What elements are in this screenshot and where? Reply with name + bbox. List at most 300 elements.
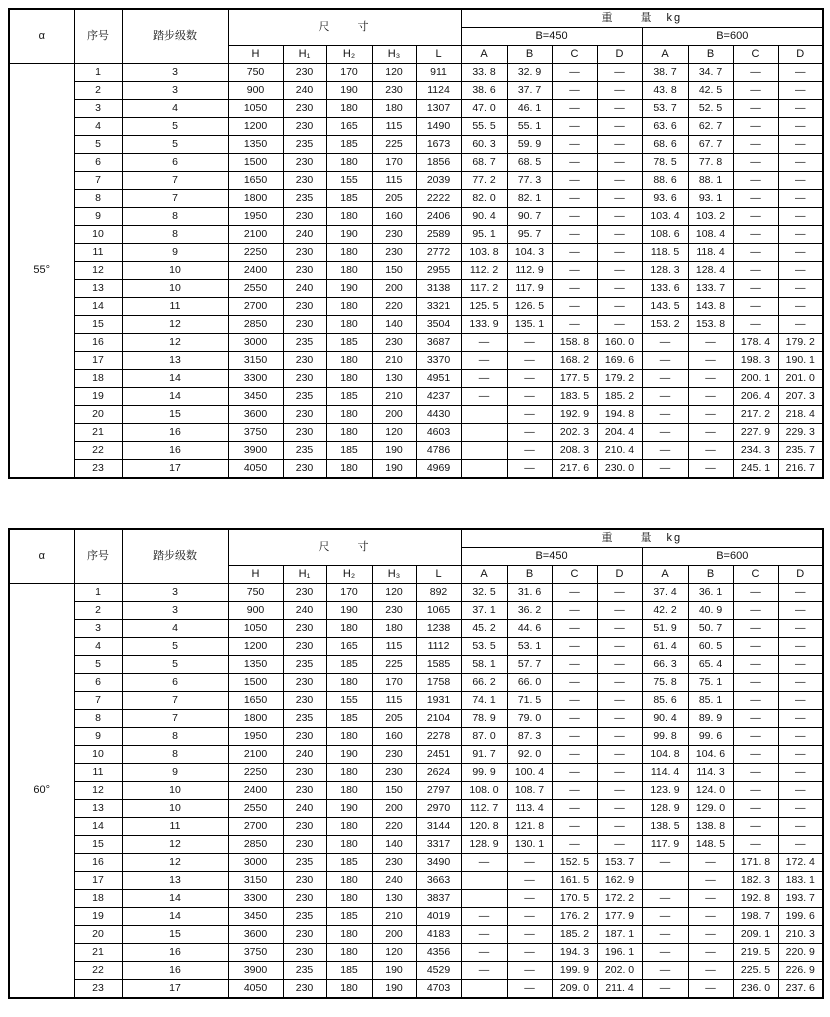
table-row (9, 280, 823, 298)
cell-serial: 21 (74, 424, 122, 442)
cell-b600-B: 108. 4 (688, 226, 733, 244)
cell-b450-A (461, 442, 507, 460)
cell-H: 2850 (228, 316, 283, 334)
cell-b450-B: 108. 7 (507, 782, 552, 800)
table-row (9, 316, 823, 334)
cell-b450-D: — (597, 620, 642, 638)
cell-H3: 120 (372, 944, 416, 962)
cell-H3: 210 (372, 908, 416, 926)
cell-serial: 22 (74, 442, 122, 460)
cell-H2: 180 (326, 298, 372, 316)
cell-H1: 230 (283, 692, 326, 710)
cell-H2: 180 (326, 208, 372, 226)
cell-L: 3663 (416, 872, 461, 890)
cell-H2: 185 (326, 908, 372, 926)
cell-b600-A: 53. 7 (642, 100, 688, 118)
col-header-steps: 踏步级数 (122, 9, 228, 64)
cell-H: 2100 (228, 746, 283, 764)
cell-H3: 205 (372, 190, 416, 208)
cell-H2: 180 (326, 244, 372, 262)
cell-H2: 170 (326, 584, 372, 602)
cell-b600-C: 245. 1 (733, 460, 778, 479)
cell-H1: 235 (283, 388, 326, 406)
cell-serial: 15 (74, 316, 122, 334)
cell-b600-C: 178. 4 (733, 334, 778, 352)
cell-L: 4951 (416, 370, 461, 388)
cell-H: 750 (228, 584, 283, 602)
cell-steps: 11 (122, 298, 228, 316)
cell-steps: 8 (122, 728, 228, 746)
cell-H3: 225 (372, 656, 416, 674)
cell-b600-B: 99. 6 (688, 728, 733, 746)
cell-b600-B: 118. 4 (688, 244, 733, 262)
cell-b450-A: 78. 9 (461, 710, 507, 728)
cell-b600-B: 50. 7 (688, 620, 733, 638)
cell-H: 750 (228, 64, 283, 82)
cell-b450-A: 45. 2 (461, 620, 507, 638)
cell-serial: 12 (74, 262, 122, 280)
cell-serial: 19 (74, 908, 122, 926)
cell-H: 2700 (228, 818, 283, 836)
cell-b600-A: 123. 9 (642, 782, 688, 800)
cell-b600-C: 200. 1 (733, 370, 778, 388)
cell-H3: 200 (372, 926, 416, 944)
col-header-alpha: α (9, 529, 74, 584)
cell-serial: 16 (74, 334, 122, 352)
cell-b600-D: 179. 2 (778, 334, 823, 352)
cell-H1: 230 (283, 424, 326, 442)
cell-b600-D: 199. 6 (778, 908, 823, 926)
cell-b450-C: — (552, 638, 597, 656)
cell-H2: 155 (326, 692, 372, 710)
cell-H: 3750 (228, 424, 283, 442)
cell-H: 1350 (228, 656, 283, 674)
cell-b600-B: 133. 7 (688, 280, 733, 298)
cell-b450-D: — (597, 602, 642, 620)
cell-L: 3687 (416, 334, 461, 352)
cell-steps: 7 (122, 190, 228, 208)
cell-b600-B: — (688, 908, 733, 926)
cell-b450-B: 71. 5 (507, 692, 552, 710)
col-header-H2: H₂ (326, 566, 372, 584)
cell-serial: 6 (74, 154, 122, 172)
cell-b450-A: — (461, 908, 507, 926)
cell-b450-A: — (461, 334, 507, 352)
cell-b450-C: — (552, 656, 597, 674)
col-header-H1: H₁ (283, 566, 326, 584)
cell-b600-D: — (778, 154, 823, 172)
cell-b450-C: — (552, 262, 597, 280)
cell-b450-C: 192. 9 (552, 406, 597, 424)
col-header-steps: 踏步级数 (122, 529, 228, 584)
cell-b450-D: 185. 2 (597, 388, 642, 406)
cell-b600-D: 216. 7 (778, 460, 823, 479)
cell-steps: 17 (122, 460, 228, 479)
cell-b600-C: 198. 7 (733, 908, 778, 926)
cell-b450-C: 158. 8 (552, 334, 597, 352)
table-header (9, 9, 823, 64)
cell-b450-A: 108. 0 (461, 782, 507, 800)
cell-H: 1500 (228, 154, 283, 172)
cell-serial: 19 (74, 388, 122, 406)
cell-L: 4529 (416, 962, 461, 980)
cell-steps: 10 (122, 262, 228, 280)
cell-H: 1500 (228, 674, 283, 692)
cell-H1: 230 (283, 584, 326, 602)
cell-b600-A: — (642, 334, 688, 352)
cell-b600-C: — (733, 728, 778, 746)
cell-b450-B: 117. 9 (507, 280, 552, 298)
cell-b450-B: — (507, 370, 552, 388)
cell-b450-A: 117. 2 (461, 280, 507, 298)
col-header-H: H (228, 566, 283, 584)
cell-serial: 11 (74, 244, 122, 262)
cell-H3: 200 (372, 406, 416, 424)
cell-b600-B: 42. 5 (688, 82, 733, 100)
cell-H3: 140 (372, 316, 416, 334)
cell-H2: 165 (326, 118, 372, 136)
cell-b600-D: — (778, 208, 823, 226)
cell-H: 3450 (228, 908, 283, 926)
cell-H3: 150 (372, 262, 416, 280)
cell-b450-C: — (552, 190, 597, 208)
cell-H: 1200 (228, 118, 283, 136)
cell-H: 2400 (228, 262, 283, 280)
cell-H1: 235 (283, 908, 326, 926)
col-header-b600-B: B (688, 566, 733, 584)
cell-H2: 190 (326, 602, 372, 620)
cell-H2: 180 (326, 424, 372, 442)
cell-b450-D: — (597, 154, 642, 172)
cell-L: 3317 (416, 836, 461, 854)
cell-b600-D: 190. 1 (778, 352, 823, 370)
col-header-b450-A: A (461, 46, 507, 64)
table-row (9, 100, 823, 118)
cell-b600-D: 183. 1 (778, 872, 823, 890)
cell-b450-B: 113. 4 (507, 800, 552, 818)
cell-b600-A: 88. 6 (642, 172, 688, 190)
cell-H3: 130 (372, 370, 416, 388)
cell-serial: 22 (74, 962, 122, 980)
cell-L: 1673 (416, 136, 461, 154)
cell-H2: 185 (326, 442, 372, 460)
cell-b600-A: 42. 2 (642, 602, 688, 620)
cell-b600-A: 143. 5 (642, 298, 688, 316)
cell-b600-A: 63. 6 (642, 118, 688, 136)
cell-steps: 4 (122, 100, 228, 118)
cell-b450-B: 104. 3 (507, 244, 552, 262)
cell-L: 4703 (416, 980, 461, 999)
cell-b600-B: 124. 0 (688, 782, 733, 800)
table-row (9, 872, 823, 890)
cell-b600-A: 117. 9 (642, 836, 688, 854)
table-row (9, 890, 823, 908)
cell-steps: 16 (122, 424, 228, 442)
cell-H3: 115 (372, 118, 416, 136)
cell-H3: 190 (372, 962, 416, 980)
cell-steps: 15 (122, 406, 228, 424)
cell-b600-B: 128. 4 (688, 262, 733, 280)
cell-b600-D: — (778, 746, 823, 764)
cell-steps: 5 (122, 638, 228, 656)
cell-b600-C: — (733, 800, 778, 818)
cell-b450-B: 59. 9 (507, 136, 552, 154)
cell-b600-D: — (778, 172, 823, 190)
col-header-H3: H₃ (372, 46, 416, 64)
cell-b600-B: 148. 5 (688, 836, 733, 854)
cell-b450-C: — (552, 674, 597, 692)
cell-steps: 5 (122, 136, 228, 154)
cell-steps: 12 (122, 836, 228, 854)
cell-serial: 5 (74, 136, 122, 154)
cell-b450-C: 183. 5 (552, 388, 597, 406)
cell-b450-D: — (597, 746, 642, 764)
cell-b600-D: — (778, 782, 823, 800)
cell-H2: 190 (326, 82, 372, 100)
cell-b450-A: 77. 2 (461, 172, 507, 190)
cell-H: 3600 (228, 406, 283, 424)
table-row (9, 334, 823, 352)
cell-b450-B: 77. 3 (507, 172, 552, 190)
col-header-b600-A: A (642, 566, 688, 584)
cell-b600-B: — (688, 980, 733, 999)
col-header-H3: H₃ (372, 566, 416, 584)
cell-H: 2100 (228, 226, 283, 244)
cell-H1: 235 (283, 334, 326, 352)
cell-b600-B: 34. 7 (688, 64, 733, 82)
cell-H1: 230 (283, 890, 326, 908)
cell-H3: 200 (372, 800, 416, 818)
cell-b600-A: 68. 6 (642, 136, 688, 154)
cell-b600-A: 138. 5 (642, 818, 688, 836)
cell-steps: 12 (122, 316, 228, 334)
cell-b450-A: — (461, 962, 507, 980)
cell-H2: 180 (326, 370, 372, 388)
table-row (9, 190, 823, 208)
table-row (9, 370, 823, 388)
cell-H2: 180 (326, 728, 372, 746)
cell-L: 3490 (416, 854, 461, 872)
cell-b600-B: 65. 4 (688, 656, 733, 674)
cell-steps: 9 (122, 764, 228, 782)
cell-L: 3321 (416, 298, 461, 316)
cell-serial: 14 (74, 298, 122, 316)
cell-serial: 3 (74, 620, 122, 638)
cell-b600-C: 236. 0 (733, 980, 778, 999)
cell-H1: 235 (283, 190, 326, 208)
cell-b450-D: 196. 1 (597, 944, 642, 962)
cell-b600-B: 60. 5 (688, 638, 733, 656)
cell-b450-A: — (461, 352, 507, 370)
cell-b600-A: — (642, 424, 688, 442)
cell-H3: 190 (372, 980, 416, 999)
cell-b600-C: — (733, 172, 778, 190)
cell-b450-B: 68. 5 (507, 154, 552, 172)
cell-H3: 115 (372, 172, 416, 190)
cell-b600-D: — (778, 638, 823, 656)
cell-H2: 180 (326, 980, 372, 999)
cell-b600-D: — (778, 136, 823, 154)
cell-H2: 180 (326, 872, 372, 890)
cell-b450-C: 194. 3 (552, 944, 597, 962)
cell-b600-C: — (733, 280, 778, 298)
cell-b600-A: — (642, 944, 688, 962)
cell-b600-A: — (642, 370, 688, 388)
cell-b600-B: — (688, 460, 733, 479)
cell-H1: 230 (283, 782, 326, 800)
table-row (9, 656, 823, 674)
cell-H3: 150 (372, 782, 416, 800)
cell-b600-D: 210. 3 (778, 926, 823, 944)
cell-b600-B: — (688, 442, 733, 460)
cell-H1: 230 (283, 674, 326, 692)
table-row (9, 836, 823, 854)
table-row (9, 584, 823, 602)
cell-b600-D: 226. 9 (778, 962, 823, 980)
cell-b600-A: 61. 4 (642, 638, 688, 656)
cell-H3: 190 (372, 442, 416, 460)
cell-b600-A (642, 872, 688, 890)
cell-L: 1307 (416, 100, 461, 118)
cell-b450-B: 95. 7 (507, 226, 552, 244)
cell-b600-A: 99. 8 (642, 728, 688, 746)
cell-H3: 230 (372, 334, 416, 352)
cell-b600-B: — (688, 962, 733, 980)
cell-L: 2624 (416, 764, 461, 782)
col-header-serial: 序号 (74, 529, 122, 584)
table-row (9, 638, 823, 656)
cell-steps: 9 (122, 244, 228, 262)
cell-b600-D: — (778, 836, 823, 854)
cell-H3: 190 (372, 460, 416, 479)
cell-steps: 7 (122, 692, 228, 710)
cell-H1: 235 (283, 442, 326, 460)
cell-L: 2039 (416, 172, 461, 190)
cell-b600-C: 234. 3 (733, 442, 778, 460)
cell-H2: 190 (326, 746, 372, 764)
table-row (9, 692, 823, 710)
cell-steps: 3 (122, 584, 228, 602)
cell-serial: 7 (74, 692, 122, 710)
cell-b450-B: 79. 0 (507, 710, 552, 728)
cell-H3: 160 (372, 208, 416, 226)
cell-serial: 9 (74, 728, 122, 746)
cell-b450-D: — (597, 316, 642, 334)
cell-b450-B: 46. 1 (507, 100, 552, 118)
group-header-b600: B=600 (642, 548, 823, 566)
cell-b600-A: 78. 5 (642, 154, 688, 172)
cell-H3: 210 (372, 388, 416, 406)
table-row (9, 154, 823, 172)
cell-b450-A (461, 406, 507, 424)
cell-H2: 180 (326, 154, 372, 172)
cell-b600-A: 114. 4 (642, 764, 688, 782)
cell-H3: 120 (372, 584, 416, 602)
cell-b600-A: 103. 4 (642, 208, 688, 226)
cell-b450-D: — (597, 728, 642, 746)
group-header-weight: 重 量 kg (461, 9, 823, 28)
cell-b600-B: 88. 1 (688, 172, 733, 190)
cell-H3: 225 (372, 136, 416, 154)
cell-b600-B: 104. 6 (688, 746, 733, 764)
cell-H3: 180 (372, 100, 416, 118)
table-row (9, 710, 823, 728)
cell-b450-B: 92. 0 (507, 746, 552, 764)
cell-H3: 120 (372, 64, 416, 82)
col-header-b450-A: A (461, 566, 507, 584)
col-header-b450-D: D (597, 46, 642, 64)
cell-serial: 4 (74, 638, 122, 656)
cell-b600-A: 75. 8 (642, 674, 688, 692)
cell-serial: 20 (74, 926, 122, 944)
cell-H: 900 (228, 602, 283, 620)
cell-H3: 240 (372, 872, 416, 890)
cell-b600-C: — (733, 620, 778, 638)
cell-serial: 20 (74, 406, 122, 424)
cell-H3: 230 (372, 82, 416, 100)
cell-b600-D: — (778, 656, 823, 674)
cell-L: 3370 (416, 352, 461, 370)
cell-H: 2550 (228, 800, 283, 818)
table-row (9, 298, 823, 316)
cell-H3: 210 (372, 352, 416, 370)
table-row (9, 908, 823, 926)
cell-b600-C: — (733, 818, 778, 836)
cell-b600-C: — (733, 710, 778, 728)
cell-b450-D: — (597, 190, 642, 208)
cell-H3: 230 (372, 746, 416, 764)
cell-b450-B: 55. 1 (507, 118, 552, 136)
cell-b600-C: 209. 1 (733, 926, 778, 944)
cell-L: 4183 (416, 926, 461, 944)
cell-b450-A: — (461, 854, 507, 872)
cell-serial: 18 (74, 890, 122, 908)
group-header-b450: B=450 (461, 28, 642, 46)
cell-L: 1758 (416, 674, 461, 692)
cell-H1: 230 (283, 64, 326, 82)
cell-b450-B: 37. 7 (507, 82, 552, 100)
cell-H: 1950 (228, 208, 283, 226)
cell-b600-C: 182. 3 (733, 872, 778, 890)
cell-L: 3138 (416, 280, 461, 298)
cell-b450-D: — (597, 226, 642, 244)
cell-b450-D: — (597, 280, 642, 298)
cell-b600-D: 218. 4 (778, 406, 823, 424)
cell-serial: 18 (74, 370, 122, 388)
cell-b600-B: — (688, 334, 733, 352)
cell-b600-D: 235. 7 (778, 442, 823, 460)
cell-b450-C: — (552, 800, 597, 818)
col-header-L: L (416, 566, 461, 584)
cell-H3: 230 (372, 764, 416, 782)
cell-b600-B: 75. 1 (688, 674, 733, 692)
cell-steps: 16 (122, 944, 228, 962)
cell-H: 1650 (228, 172, 283, 190)
cell-serial: 9 (74, 208, 122, 226)
cell-H3: 160 (372, 728, 416, 746)
cell-H1: 240 (283, 746, 326, 764)
cell-b450-A (461, 872, 507, 890)
table-row (9, 262, 823, 280)
col-header-b450-D: D (597, 566, 642, 584)
cell-b600-B: 114. 3 (688, 764, 733, 782)
cell-b450-D: — (597, 64, 642, 82)
cell-b600-C: — (733, 602, 778, 620)
col-header-H: H (228, 46, 283, 64)
cell-b450-A (461, 460, 507, 479)
cell-b600-C: — (733, 298, 778, 316)
cell-b450-A: 58. 1 (461, 656, 507, 674)
